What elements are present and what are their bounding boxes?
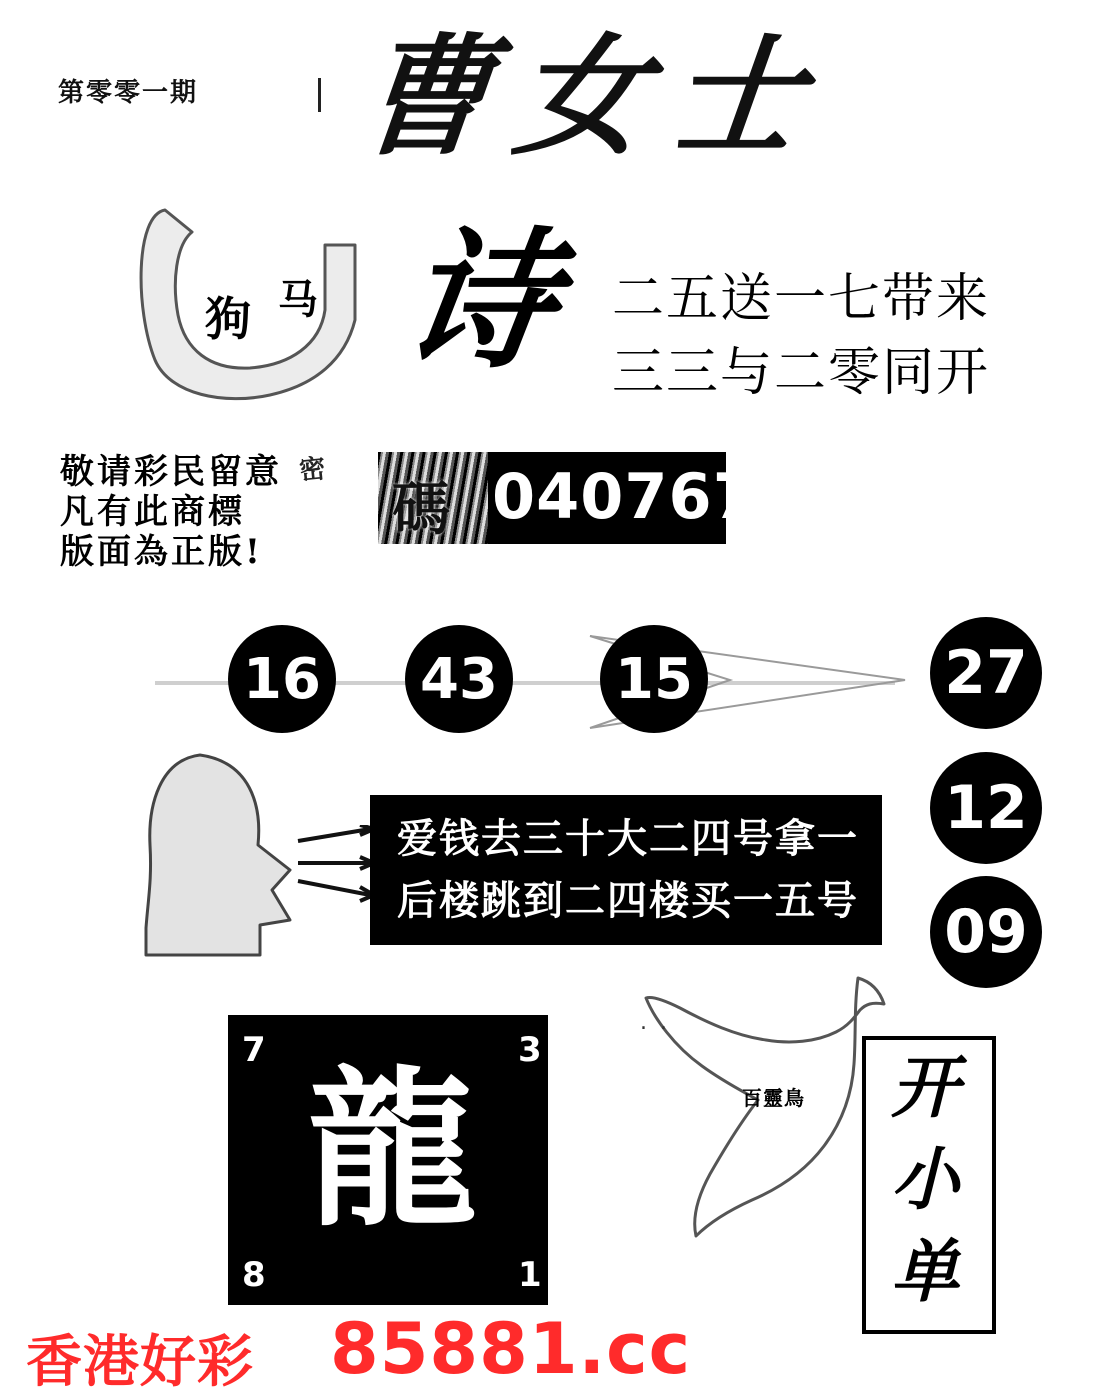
footer-site-name: 香港好彩	[26, 1330, 254, 1395]
poem-lines	[612, 262, 990, 410]
lottery-ball: 12	[930, 752, 1042, 864]
lottery-ball: 43	[405, 625, 513, 733]
zodiac-tag-dog: 狗	[205, 292, 251, 346]
lottery-ball: 27	[930, 617, 1042, 729]
speech-arrows-icon	[290, 825, 380, 905]
speech-line-2: 后楼跳到二四楼买一五号	[397, 878, 859, 924]
card-corner-number: 3	[518, 1030, 542, 1070]
lottery-ball: 15	[600, 625, 708, 733]
notice-line-1: 敬请彩民留意	[60, 452, 282, 492]
notice-line-2: 凡有此商標	[60, 492, 245, 532]
speech-line-1: 爱钱去三十大二四号拿一	[397, 816, 859, 862]
code-character: 碼	[392, 475, 451, 543]
issue-label: 第零零一期	[58, 78, 199, 108]
card-corner-number: 7	[242, 1030, 266, 1070]
poem-line-2: 三三与二零同开	[612, 343, 991, 403]
dove-dots: . .	[640, 1010, 670, 1035]
notice-text	[60, 452, 282, 572]
poem-line-1: 二五送一七带来	[612, 269, 991, 329]
speech-text	[380, 808, 876, 932]
dove-label: 百靈鳥	[742, 1086, 805, 1110]
phone-handset-icon	[130, 190, 380, 410]
notice-line-3: 版面為正版!	[60, 532, 263, 572]
stamp-seal: 密	[297, 453, 327, 487]
card-corner-number: 8	[242, 1255, 266, 1295]
footer-url[interactable]: 85881.cc	[330, 1308, 692, 1390]
card-corner-number: 1	[518, 1255, 542, 1295]
dragon-character: 龍	[306, 1050, 477, 1250]
page-title: 曹女士	[352, 20, 837, 173]
issue-divider-tick	[318, 78, 321, 112]
lottery-ball: 16	[228, 625, 336, 733]
code-number: 0407674	[492, 460, 801, 533]
vertical-callout-text: 开 小 单	[890, 1048, 959, 1312]
poem-character: 诗	[392, 213, 568, 389]
lottery-ball: 09	[930, 876, 1042, 988]
zodiac-tag-horse: 马	[278, 276, 318, 323]
